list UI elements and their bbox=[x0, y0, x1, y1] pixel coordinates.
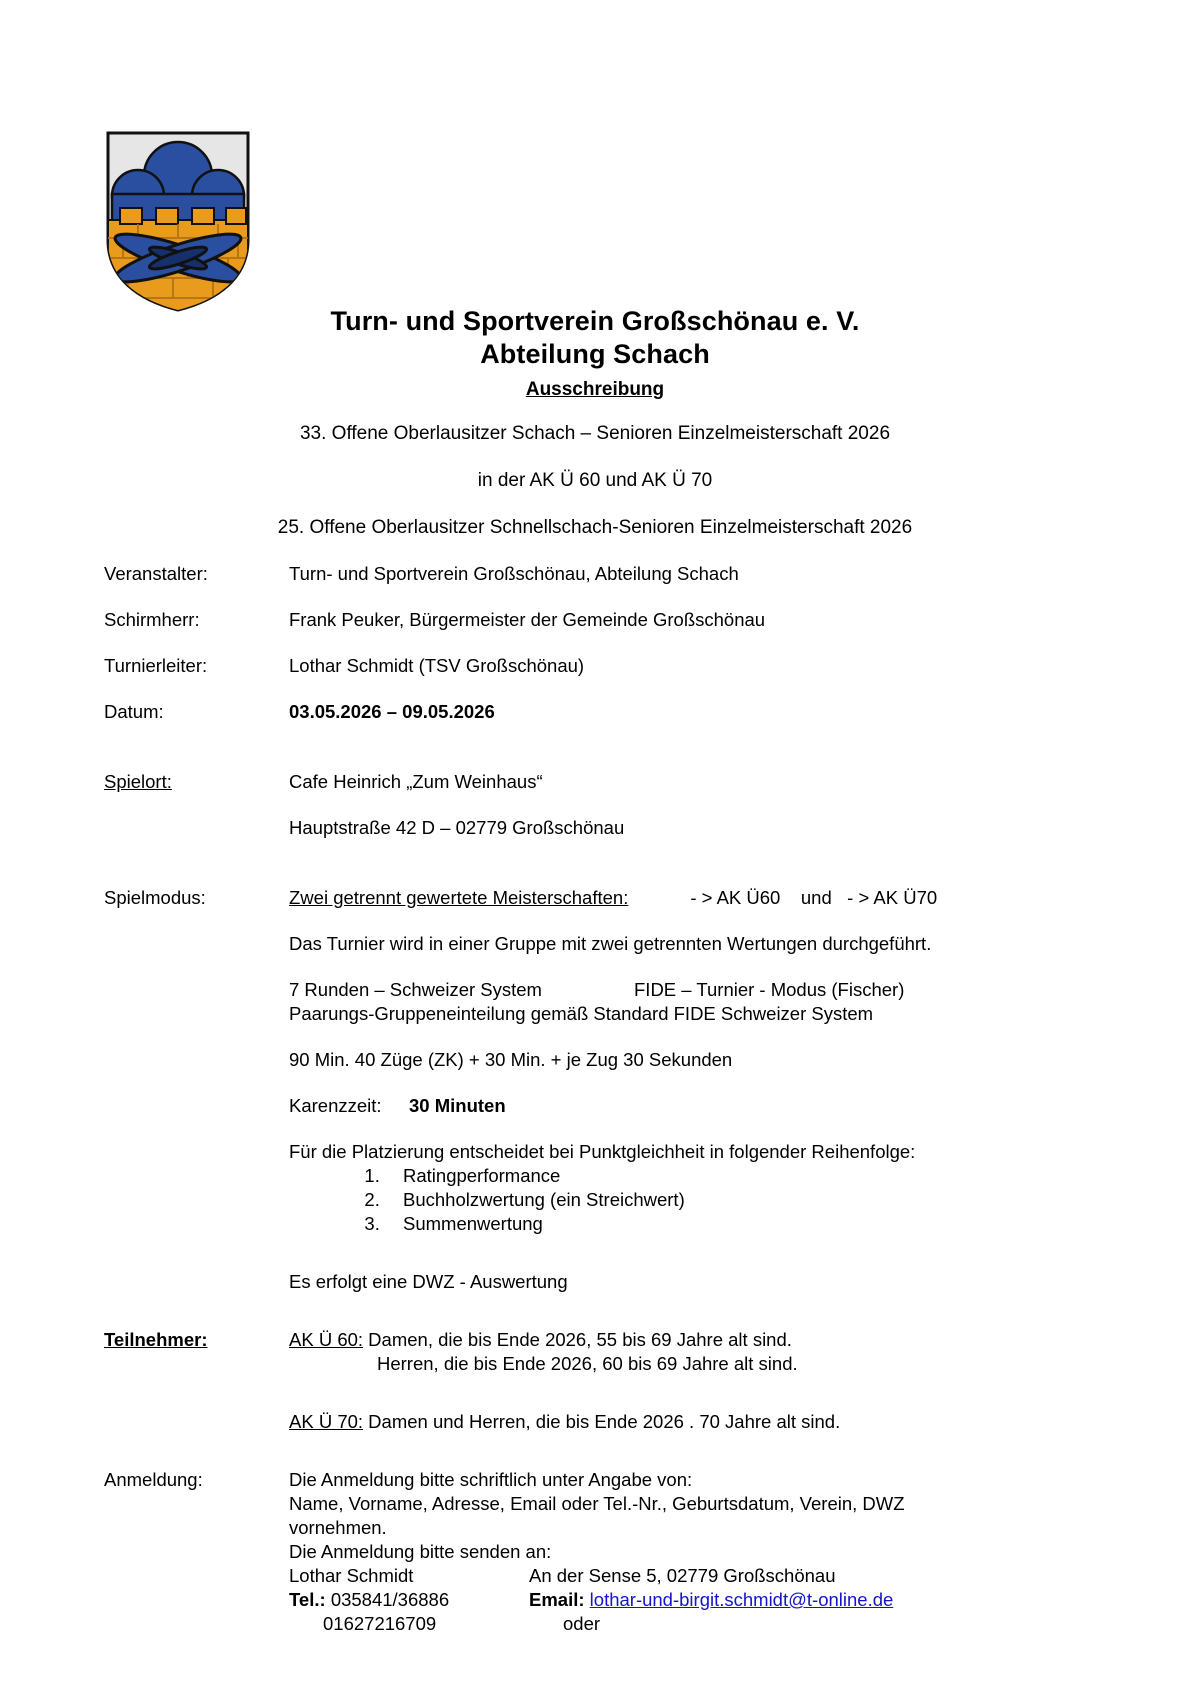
spacer bbox=[104, 910, 1114, 932]
row-pairing bbox=[104, 1002, 1114, 1026]
spielmodus-heading bbox=[289, 886, 1114, 910]
contact-name: Lothar Schmidt bbox=[289, 1565, 414, 1586]
tel-label: Tel.: bbox=[289, 1589, 326, 1610]
tiebreak-list bbox=[289, 1164, 1114, 1236]
spielort-label: Spielort: bbox=[104, 771, 172, 792]
spielmodus-heading-underlined: Zwei getrennt gewertete Meisterschaften: bbox=[289, 887, 629, 908]
ak70-label: AK Ü 70: bbox=[289, 1411, 364, 1432]
time-control-line: 90 Min. 40 Züge (ZK) + 30 Min. + je Zug 30 Sekunden bbox=[289, 1049, 733, 1070]
karenzzeit-line bbox=[289, 1094, 1114, 1118]
mobile-value: 01627216709 bbox=[323, 1613, 437, 1634]
email-link[interactable]: lothar-und-birgit.schmidt@t-online.de bbox=[589, 1589, 894, 1610]
spacer bbox=[104, 1294, 1114, 1328]
row-teilnehmer-ak70 bbox=[104, 1410, 1114, 1434]
spacer bbox=[104, 586, 1114, 608]
rounds-system: 7 Runden – Schweizer System bbox=[289, 979, 542, 1000]
contact-tel-row bbox=[289, 1588, 1114, 1612]
anmeldung-line-4: Die Anmeldung bitte senden an: bbox=[289, 1541, 552, 1562]
spielmodus-label: Spielmodus: bbox=[104, 887, 206, 908]
anmeldung-label: Anmeldung: bbox=[104, 1469, 203, 1490]
list-item: 3. Summenwertung bbox=[385, 1212, 1114, 1236]
row-spielmodus bbox=[104, 886, 1114, 910]
spielort-value-venue: Cafe Heinrich „Zum Weinhaus“ bbox=[289, 771, 543, 792]
rounds-mode: FIDE – Turnier - Modus (Fischer) bbox=[634, 979, 905, 1000]
row-dwz-note bbox=[104, 1270, 1114, 1294]
row-veranstalter bbox=[104, 562, 1114, 586]
anmeldung-line-1: Die Anmeldung bitte schriftlich unter Angabe von: bbox=[289, 1469, 693, 1490]
teilnehmer-label: Teilnehmer: bbox=[104, 1329, 208, 1350]
anmeldung-line-3: vornehmen. bbox=[289, 1517, 387, 1538]
details-section bbox=[104, 562, 1114, 1636]
spacer bbox=[104, 724, 1114, 770]
anmeldung-line-2: Name, Vorname, Adresse, Email oder Tel.-Nr., Geburtsdatum, Verein, DWZ bbox=[289, 1493, 905, 1514]
anmeldung-block bbox=[289, 1468, 1114, 1636]
dwz-note: Es erfolgt eine DWZ - Auswertung bbox=[289, 1271, 568, 1292]
contact-name-row bbox=[289, 1564, 1114, 1588]
ak60-herren: Herren, die bis Ende 2026, 60 bis 69 Jahre alt sind. bbox=[377, 1353, 798, 1374]
spacer bbox=[104, 678, 1114, 700]
championship-title-1: 33. Offene Oberlausitzer Schach – Senioren Einzelmeisterschaft 2026 bbox=[299, 423, 891, 444]
row-spielort bbox=[104, 770, 1114, 794]
row-tiebreak-list bbox=[104, 1164, 1114, 1236]
page-title-line-2: Abteilung Schach bbox=[480, 339, 710, 369]
list-item: 2. Buchholzwertung (ein Streichwert) bbox=[385, 1188, 1114, 1212]
row-time-control bbox=[104, 1048, 1114, 1072]
pairing-line: Paarungs-Gruppeneinteilung gemäß Standard FIDE Schweizer System bbox=[289, 1003, 874, 1024]
page-subtitle: Ausschreibung bbox=[525, 379, 665, 400]
spielmodus-paragraph: Das Turnier wird in einer Gruppe mit zwei getrennten Wertungen durchgeführt. bbox=[289, 933, 932, 954]
championship-age-groups: in der AK Ü 60 und AK Ü 70 bbox=[477, 470, 713, 491]
spielmodus-age-groups: - > AK Ü60 und - > AK Ü70 bbox=[690, 887, 938, 908]
ak70-text: Damen und Herren, die bis Ende 2026 . 70 Jahre alt sind. bbox=[363, 1411, 841, 1432]
contact-address: An der Sense 5, 02779 Großschönau bbox=[529, 1565, 836, 1586]
ak60-label: AK Ü 60: bbox=[289, 1329, 364, 1350]
row-tiebreak-intro bbox=[104, 1140, 1114, 1164]
page-title-line-1: Turn- und Sportverein Großschönau e. V. bbox=[330, 306, 860, 336]
veranstalter-value: Turn- und Sportverein Großschönau, Abteilung Schach bbox=[289, 563, 739, 584]
teilnehmer-ak70 bbox=[289, 1410, 1114, 1434]
schirmherr-label: Schirmherr: bbox=[104, 609, 200, 630]
row-teilnehmer bbox=[104, 1328, 1114, 1352]
spacer bbox=[104, 1026, 1114, 1048]
row-spielmodus-paragraph bbox=[104, 932, 1114, 956]
coat-of-arms bbox=[98, 128, 258, 313]
row-turnierleiter bbox=[104, 654, 1114, 678]
datum-value: 03.05.2026 – 09.05.2026 bbox=[289, 701, 495, 722]
row-schirmherr bbox=[104, 608, 1114, 632]
turnierleiter-label: Turnierleiter: bbox=[104, 655, 208, 676]
championship-title-2: 25. Offene Oberlausitzer Schnellschach-Senioren Einzelmeisterschaft 2026 bbox=[277, 517, 913, 538]
spacer bbox=[104, 1434, 1114, 1468]
row-anmeldung bbox=[104, 1468, 1114, 1636]
karenzzeit-label: Karenzzeit: bbox=[289, 1095, 382, 1116]
rounds-line bbox=[289, 978, 1114, 1002]
row-rounds bbox=[104, 978, 1114, 1002]
list-item: 1. Ratingperformance bbox=[385, 1164, 1114, 1188]
spacer bbox=[104, 1118, 1114, 1140]
email-label: Email: bbox=[529, 1589, 585, 1610]
spacer bbox=[104, 794, 1114, 816]
coat-of-arms-icon bbox=[98, 128, 258, 313]
row-datum bbox=[104, 700, 1114, 724]
row-teilnehmer-herren bbox=[104, 1352, 1114, 1376]
row-spielort-address bbox=[104, 816, 1114, 840]
karenzzeit-value: 30 Minuten bbox=[409, 1095, 506, 1116]
teilnehmer-ak60 bbox=[289, 1328, 1114, 1352]
oder-text: oder bbox=[563, 1613, 601, 1634]
tiebreak-list-wrap bbox=[289, 1164, 1114, 1236]
tiebreak-intro: Für die Platzierung entscheidet bei Punktgleichheit in folgender Reihenfolge: bbox=[289, 1141, 916, 1162]
contact-mobile-row bbox=[289, 1612, 1114, 1636]
veranstalter-label: Veranstalter: bbox=[104, 563, 208, 584]
spacer bbox=[104, 1236, 1114, 1270]
spacer bbox=[104, 956, 1114, 978]
spacer bbox=[104, 840, 1114, 886]
spacer bbox=[104, 632, 1114, 654]
turnierleiter-value: Lothar Schmidt (TSV Großschönau) bbox=[289, 655, 585, 676]
spacer bbox=[104, 1376, 1114, 1410]
email-row bbox=[529, 1588, 1114, 1612]
spielort-value-address: Hauptstraße 42 D – 02779 Großschönau bbox=[289, 817, 625, 838]
row-karenzzeit bbox=[104, 1094, 1114, 1118]
page-title-block bbox=[0, 305, 1190, 405]
schirmherr-value: Frank Peuker, Bürgermeister der Gemeinde Großschönau bbox=[289, 609, 766, 630]
tel-value: 035841/36886 bbox=[330, 1589, 450, 1610]
ak60-damen: Damen, die bis Ende 2026, 55 bis 69 Jahre alt sind. bbox=[363, 1329, 792, 1350]
datum-label: Datum: bbox=[104, 701, 164, 722]
tel-row bbox=[289, 1588, 529, 1612]
spacer bbox=[104, 1072, 1114, 1094]
